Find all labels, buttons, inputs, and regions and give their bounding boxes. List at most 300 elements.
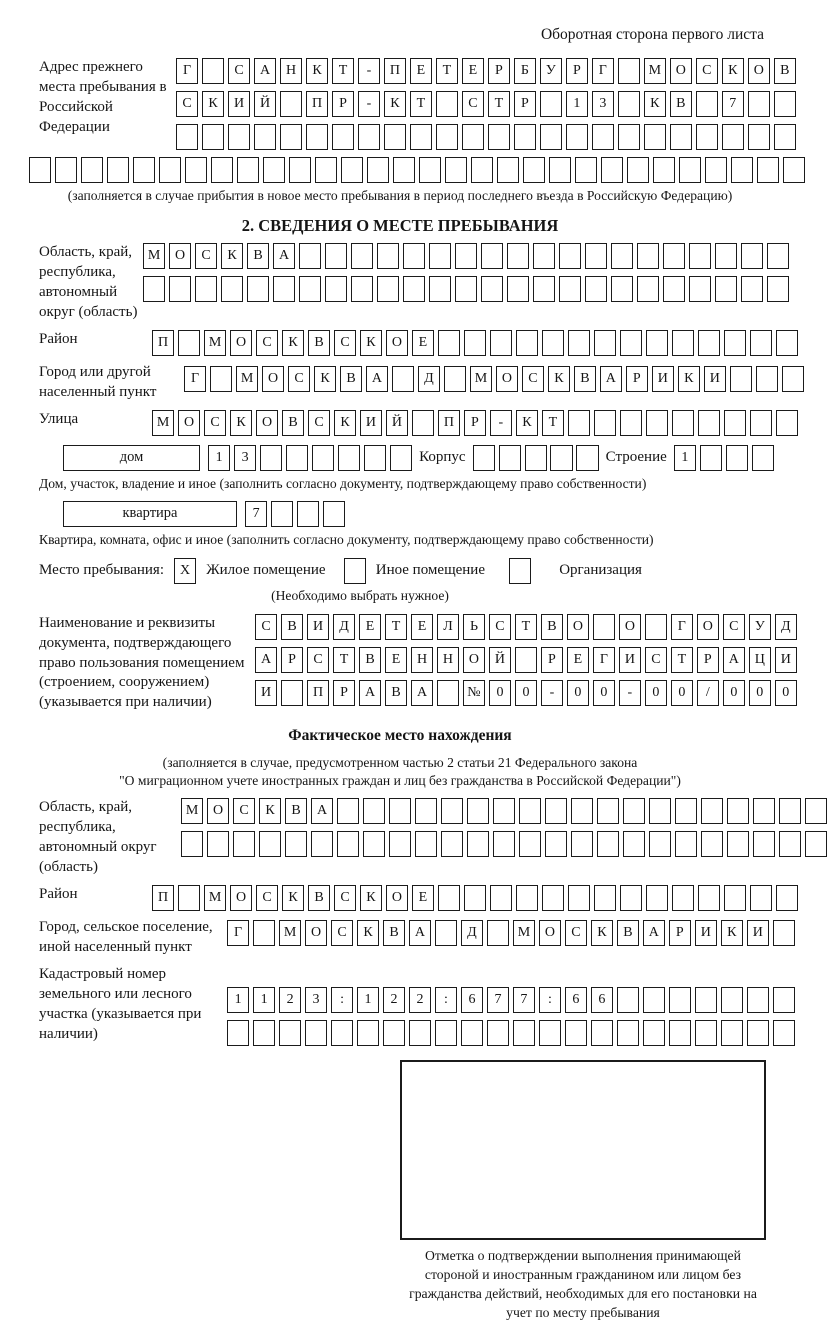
- char-box: 1: [674, 445, 696, 471]
- char-box: [441, 798, 463, 824]
- char-box: [545, 831, 567, 857]
- char-box: [519, 831, 541, 857]
- char-box: [533, 276, 555, 302]
- char-box: О: [178, 410, 200, 436]
- stamp-area: [400, 1060, 766, 1323]
- char-box: [481, 276, 503, 302]
- char-box: Н: [437, 647, 459, 673]
- char-box: Д: [418, 366, 440, 392]
- char-box: [698, 410, 720, 436]
- char-box: [731, 157, 753, 183]
- char-box: [280, 124, 302, 150]
- char-box: [767, 276, 789, 302]
- char-box: О: [230, 330, 252, 356]
- char-box: Ь: [463, 614, 485, 640]
- char-box: [776, 410, 798, 436]
- char-box: :: [539, 987, 561, 1013]
- char-box: [611, 243, 633, 269]
- char-box: Н: [411, 647, 433, 673]
- char-box: С: [307, 647, 329, 673]
- stamp-caption: Отметка о подтверждении выполнения принимающей стороной и иностранным гражданином или лицом без гражданства действий, необходимых для его постановки на учет по месту пребывания: [409, 1247, 757, 1321]
- char-box: [507, 243, 529, 269]
- prev-address-note: (заполняется в случае прибытия в новое место пребывания в период последнего въезда в Российскую Федерацию): [67, 188, 733, 203]
- char-box: М: [644, 58, 666, 84]
- char-box: [705, 157, 727, 183]
- char-box: [464, 330, 486, 356]
- char-box: [259, 831, 281, 857]
- char-box: О: [539, 920, 561, 946]
- char-box: [669, 987, 691, 1013]
- char-box: О: [256, 410, 278, 436]
- stay-type-label: Место пребывания:: [39, 562, 164, 579]
- char-box: [195, 276, 217, 302]
- char-box: 0: [749, 680, 771, 706]
- document-row-1: [255, 614, 797, 640]
- char-box: 0: [671, 680, 693, 706]
- char-box: А: [273, 243, 295, 269]
- char-box: И: [255, 680, 277, 706]
- char-box: К: [357, 920, 379, 946]
- char-box: [542, 885, 564, 911]
- char-box: [637, 243, 659, 269]
- char-box: [415, 798, 437, 824]
- char-box: [438, 330, 460, 356]
- char-box: [306, 124, 328, 150]
- char-box: 1: [566, 91, 588, 117]
- char-box: О: [230, 885, 252, 911]
- char-box: [455, 243, 477, 269]
- prev-address-row-1: [176, 58, 796, 84]
- char-box: Г: [176, 58, 198, 84]
- prev-address-row-3: [176, 124, 796, 150]
- char-box: Р: [333, 680, 355, 706]
- char-box: С: [696, 58, 718, 84]
- char-box: 6: [461, 987, 483, 1013]
- char-box: А: [311, 798, 333, 824]
- char-box: М: [513, 920, 535, 946]
- char-box: [805, 798, 827, 824]
- char-box: В: [282, 410, 304, 436]
- actual-location-note-2: "О миграционном учете иностранных граждан и лиц без гражданства в Российской Федерации"): [119, 773, 681, 789]
- char-box: [297, 501, 319, 527]
- char-box: [513, 1020, 535, 1046]
- char-box: [178, 885, 200, 911]
- char-box: [782, 366, 804, 392]
- char-box: 7: [487, 987, 509, 1013]
- char-box: О: [567, 614, 589, 640]
- char-box: [211, 157, 233, 183]
- char-box: [653, 157, 675, 183]
- prev-address-rows: [176, 58, 796, 150]
- char-box: [383, 1020, 405, 1046]
- char-box: Г: [671, 614, 693, 640]
- house-caption: Дом, участок, владение и иное (заполнить согласно документу, подтверждающему право собственности): [39, 475, 647, 491]
- char-box: [507, 276, 529, 302]
- char-box: [568, 330, 590, 356]
- char-box: [169, 276, 191, 302]
- char-box: [389, 798, 411, 824]
- char-box: [377, 276, 399, 302]
- prev-address-row-4: [0, 157, 800, 183]
- char-box: 0: [489, 680, 511, 706]
- char-box: [773, 987, 795, 1013]
- char-box: [627, 157, 649, 183]
- char-box: [462, 124, 484, 150]
- char-box: [773, 1020, 795, 1046]
- char-box: [675, 798, 697, 824]
- char-box: К: [306, 58, 328, 84]
- char-box: [675, 831, 697, 857]
- char-box: С: [645, 647, 667, 673]
- char-box: [331, 1020, 353, 1046]
- char-box: [351, 276, 373, 302]
- char-box: [285, 831, 307, 857]
- char-box: [286, 445, 308, 471]
- char-box: [721, 1020, 743, 1046]
- char-box: К: [722, 58, 744, 84]
- char-box: [585, 243, 607, 269]
- char-box: [646, 410, 668, 436]
- stroenie-label: Строение: [605, 448, 667, 465]
- char-box: [695, 987, 717, 1013]
- document-block: [0, 614, 800, 714]
- char-box: [753, 798, 775, 824]
- char-box: [455, 276, 477, 302]
- street-label: Улица: [39, 410, 79, 427]
- char-box: [540, 91, 562, 117]
- char-box: [279, 1020, 301, 1046]
- char-box: [438, 885, 460, 911]
- char-box: А: [723, 647, 745, 673]
- char-box: Р: [464, 410, 486, 436]
- char-box: [221, 276, 243, 302]
- char-box: [312, 445, 334, 471]
- char-box: [233, 831, 255, 857]
- char-box: П: [307, 680, 329, 706]
- char-box: [540, 124, 562, 150]
- char-box: [568, 885, 590, 911]
- char-box: К: [334, 410, 356, 436]
- prev-address-row-2: [176, 91, 796, 117]
- char-box: Р: [626, 366, 648, 392]
- char-box: [107, 157, 129, 183]
- char-box: [617, 1020, 639, 1046]
- char-box: :: [331, 987, 353, 1013]
- char-box: В: [308, 885, 330, 911]
- char-box: [545, 798, 567, 824]
- char-box: В: [670, 91, 692, 117]
- char-box: И: [619, 647, 641, 673]
- char-box: [618, 58, 640, 84]
- char-box: О: [207, 798, 229, 824]
- char-box: Т: [332, 58, 354, 84]
- char-box: А: [600, 366, 622, 392]
- char-box: [227, 1020, 249, 1046]
- char-box: С: [522, 366, 544, 392]
- char-box: В: [541, 614, 563, 640]
- char-box: И: [747, 920, 769, 946]
- char-box: [620, 330, 642, 356]
- char-box: Е: [385, 647, 407, 673]
- char-box: [597, 798, 619, 824]
- char-box: О: [463, 647, 485, 673]
- char-box: [592, 124, 614, 150]
- char-box: [516, 330, 538, 356]
- actual-city-label: Город, сельское поселение, иной населенный пункт: [39, 919, 213, 955]
- char-box: [776, 885, 798, 911]
- char-box: [419, 157, 441, 183]
- char-box: [437, 680, 459, 706]
- char-box: Е: [410, 58, 432, 84]
- char-box: [566, 124, 588, 150]
- city-row: [184, 366, 804, 392]
- char-box: [670, 124, 692, 150]
- char-box: [620, 885, 642, 911]
- char-box: К: [360, 330, 382, 356]
- char-box: С: [723, 614, 745, 640]
- char-box: [467, 831, 489, 857]
- char-box: С: [331, 920, 353, 946]
- char-box: [464, 885, 486, 911]
- char-box: [55, 157, 77, 183]
- char-box: К: [548, 366, 570, 392]
- char-box: [752, 445, 774, 471]
- char-box: [618, 124, 640, 150]
- char-box: [412, 410, 434, 436]
- char-box: [461, 1020, 483, 1046]
- char-box: [542, 330, 564, 356]
- char-box: К: [721, 920, 743, 946]
- char-box: [533, 243, 555, 269]
- char-box: Р: [669, 920, 691, 946]
- char-box: [644, 124, 666, 150]
- char-box: А: [359, 680, 381, 706]
- char-box: [669, 1020, 691, 1046]
- char-box: С: [195, 243, 217, 269]
- actual-region-label: Область, край, республика, автономный округ (область): [39, 799, 157, 876]
- char-box: В: [385, 680, 407, 706]
- char-box: К: [202, 91, 224, 117]
- char-box: [646, 330, 668, 356]
- char-box: №: [463, 680, 485, 706]
- document-rows: [255, 614, 797, 706]
- char-box: С: [204, 410, 226, 436]
- char-box: [724, 885, 746, 911]
- char-box: Т: [515, 614, 537, 640]
- char-box: [490, 885, 512, 911]
- district-label: Район: [39, 330, 78, 347]
- char-box: [516, 885, 538, 911]
- char-box: [181, 831, 203, 857]
- char-box: 7: [245, 501, 267, 527]
- char-box: [441, 831, 463, 857]
- char-box: [594, 410, 616, 436]
- char-box: 2: [409, 987, 431, 1013]
- stay-type-note: (Необходимо выбрать нужное): [271, 587, 449, 603]
- house-box: дом: [63, 445, 200, 471]
- char-box: [637, 276, 659, 302]
- stay-type-box-other: [344, 558, 366, 584]
- char-box: В: [308, 330, 330, 356]
- char-box: С: [308, 410, 330, 436]
- char-box: [436, 91, 458, 117]
- char-box: П: [384, 58, 406, 84]
- char-box: [747, 1020, 769, 1046]
- char-box: [559, 243, 581, 269]
- stay-type-checked-box: [174, 558, 196, 584]
- char-box: Р: [281, 647, 303, 673]
- char-box: [363, 798, 385, 824]
- char-box: [337, 798, 359, 824]
- char-box: [721, 987, 743, 1013]
- char-box: [143, 276, 165, 302]
- char-box: [377, 243, 399, 269]
- char-box: М: [204, 330, 226, 356]
- char-box: В: [774, 58, 796, 84]
- apartment-block: [0, 501, 800, 527]
- char-box: В: [285, 798, 307, 824]
- char-box: К: [230, 410, 252, 436]
- char-box: [315, 157, 337, 183]
- char-box: [159, 157, 181, 183]
- region-label: Область, край, республика, автономный округ (область): [39, 244, 138, 320]
- char-box: [390, 445, 412, 471]
- char-box: К: [282, 330, 304, 356]
- char-box: [597, 831, 619, 857]
- char-box: [281, 680, 303, 706]
- char-box: [247, 276, 269, 302]
- char-box: Г: [184, 366, 206, 392]
- char-box: [700, 445, 722, 471]
- char-box: К: [314, 366, 336, 392]
- char-box: [646, 885, 668, 911]
- char-box: [473, 445, 495, 471]
- char-box: Р: [514, 91, 536, 117]
- char-box: М: [279, 920, 301, 946]
- char-box: [325, 243, 347, 269]
- char-box: [575, 157, 597, 183]
- char-box: [202, 124, 224, 150]
- char-box: [593, 614, 615, 640]
- char-box: [594, 885, 616, 911]
- actual-location-note-1: (заполняется в случае, предусмотренном частью 2 статьи 21 Федерального закона: [162, 755, 638, 771]
- char-box: С: [255, 614, 277, 640]
- char-box: И: [695, 920, 717, 946]
- char-box: [601, 157, 623, 183]
- char-box: -: [358, 91, 380, 117]
- char-box: 7: [513, 987, 535, 1013]
- char-box: О: [748, 58, 770, 84]
- char-box: [750, 885, 772, 911]
- char-box: С: [334, 330, 356, 356]
- char-box: [663, 243, 685, 269]
- char-box: [698, 885, 720, 911]
- char-box: [515, 647, 537, 673]
- char-box: [591, 1020, 613, 1046]
- char-box: П: [152, 885, 174, 911]
- char-box: [254, 124, 276, 150]
- char-box: [299, 276, 321, 302]
- char-box: [178, 330, 200, 356]
- char-box: П: [152, 330, 174, 356]
- char-box: [585, 276, 607, 302]
- stay-type-option-organization: Организация: [559, 562, 642, 579]
- char-box: [672, 330, 694, 356]
- char-box: Т: [488, 91, 510, 117]
- char-box: [445, 157, 467, 183]
- char-box: [325, 276, 347, 302]
- region-block: [0, 243, 800, 323]
- char-box: В: [383, 920, 405, 946]
- char-box: И: [360, 410, 382, 436]
- char-box: [389, 831, 411, 857]
- prev-address-block: [0, 58, 800, 150]
- char-box: [367, 157, 389, 183]
- char-box: Е: [411, 614, 433, 640]
- char-box: 2: [383, 987, 405, 1013]
- char-box: 0: [645, 680, 667, 706]
- stamp-box: [400, 1060, 766, 1240]
- char-box: [689, 276, 711, 302]
- char-box: [776, 330, 798, 356]
- char-box: Т: [410, 91, 432, 117]
- char-box: 0: [567, 680, 589, 706]
- char-box: О: [262, 366, 284, 392]
- korpus-label: Корпус: [419, 448, 466, 465]
- char-box: [750, 410, 772, 436]
- char-box: Т: [671, 647, 693, 673]
- char-box: [748, 124, 770, 150]
- char-box: [643, 1020, 665, 1046]
- char-box: [29, 157, 51, 183]
- char-box: [384, 124, 406, 150]
- char-box: [727, 798, 749, 824]
- char-box: [715, 276, 737, 302]
- char-box: [273, 276, 295, 302]
- char-box: [409, 1020, 431, 1046]
- char-box: [715, 243, 737, 269]
- char-box: [756, 366, 778, 392]
- char-box: [724, 410, 746, 436]
- char-box: [253, 1020, 275, 1046]
- char-box: К: [644, 91, 666, 117]
- char-box: Р: [332, 91, 354, 117]
- char-box: С: [256, 330, 278, 356]
- char-box: [779, 831, 801, 857]
- char-box: К: [678, 366, 700, 392]
- char-box: [305, 1020, 327, 1046]
- actual-district-block: [0, 885, 800, 911]
- char-box: [730, 366, 752, 392]
- char-box: [523, 157, 545, 183]
- char-box: [571, 831, 593, 857]
- char-box: [549, 157, 571, 183]
- char-box: [338, 445, 360, 471]
- char-box: С: [228, 58, 250, 84]
- char-box: О: [619, 614, 641, 640]
- char-box: 3: [305, 987, 327, 1013]
- char-box: [436, 124, 458, 150]
- char-box: [403, 243, 425, 269]
- char-box: С: [233, 798, 255, 824]
- char-box: [253, 920, 275, 946]
- char-box: [271, 501, 293, 527]
- char-box: Е: [567, 647, 589, 673]
- city-block: [0, 363, 800, 403]
- char-box: [696, 124, 718, 150]
- region-row-2: [143, 276, 789, 302]
- char-box: [435, 1020, 457, 1046]
